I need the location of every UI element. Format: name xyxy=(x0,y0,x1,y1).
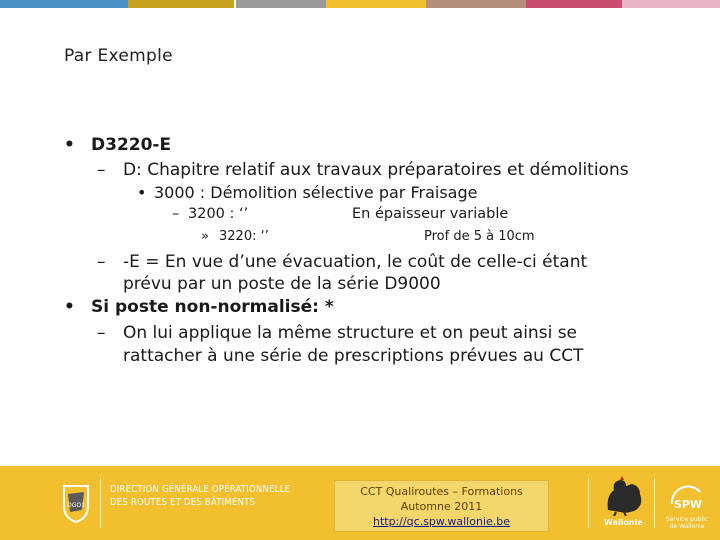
dgo-line2: DES ROUTES ET DES BÂTIMENTS xyxy=(110,497,256,508)
topbar-segment xyxy=(526,0,622,8)
cct-info-box xyxy=(334,480,549,532)
spw-sub-line1: Service public xyxy=(665,516,709,523)
topbar-segment xyxy=(0,0,128,8)
topbar-segment xyxy=(236,0,326,8)
topbar-segment xyxy=(426,0,526,8)
footer-divider xyxy=(654,478,655,528)
sub-3000-fraisage: 3000 : Démolition sélective par Fraisage xyxy=(154,183,478,202)
dgo-line1: DIRECTION GÉNÉRALE OPÉRATIONNELLE xyxy=(110,484,291,495)
sub-3220-code: 3220: ‘’ xyxy=(219,229,269,244)
dgo-label: DGO1 xyxy=(67,502,85,509)
wallonie-rooster-icon xyxy=(600,476,646,516)
footer-divider xyxy=(100,478,101,528)
dash-marker: – xyxy=(97,252,106,272)
topbar-segment xyxy=(622,0,720,8)
sub-structure-line2: rattacher à une série de prescriptions prévues au CCT xyxy=(123,346,584,366)
spw-label: SPW xyxy=(673,498,703,511)
spw-subtitle xyxy=(664,516,710,530)
dgo-title xyxy=(110,483,290,509)
sub-chapitre-d: D: Chapitre relatif aux travaux préparatoires et démolitions xyxy=(123,160,629,180)
dash-marker: – xyxy=(97,160,106,180)
topbar-segment xyxy=(128,0,234,8)
bullet-marker: • xyxy=(64,135,75,155)
spw-sub-line2: de Wallonie xyxy=(669,523,705,530)
sub-3220-desc: Prof de 5 à 10cm xyxy=(424,229,535,244)
bullet-non-normalise: Si poste non-normalisé: * xyxy=(91,297,334,317)
bullet-d3220e: D3220-E xyxy=(91,135,172,155)
cct-box-link[interactable]: http://qc.spw.wallonie.be xyxy=(372,515,511,528)
slide-title: Par Exemple xyxy=(64,46,173,66)
bullet-marker: • xyxy=(64,297,75,317)
footer-banner xyxy=(0,466,720,540)
topbar-segment xyxy=(326,0,426,8)
cct-box-line1: CCT Qualiroutes – Formations xyxy=(360,485,523,498)
cct-box-line2: Automne 2011 xyxy=(400,500,483,513)
dot-marker: • xyxy=(137,183,147,202)
dash-marker: – xyxy=(172,206,180,222)
sub-3200-desc: En épaisseur variable xyxy=(352,206,509,222)
chevron-marker: » xyxy=(201,229,209,244)
sub-evacuation-line2: prévu par un poste de la série D9000 xyxy=(123,274,441,294)
sub-3200-code: 3200 : ‘’ xyxy=(188,206,249,222)
top-color-bar xyxy=(0,0,720,8)
wallonie-label: Wallonie xyxy=(604,518,643,527)
dgo-logo-icon xyxy=(58,480,94,524)
sub-evacuation-line1: -E = En vue d’une évacuation, le coût de celle-ci étant xyxy=(123,252,588,272)
footer-divider xyxy=(588,478,589,528)
sub-structure-line1: On lui applique la même structure et on peut ainsi se xyxy=(123,323,578,343)
dash-marker: – xyxy=(97,323,106,343)
